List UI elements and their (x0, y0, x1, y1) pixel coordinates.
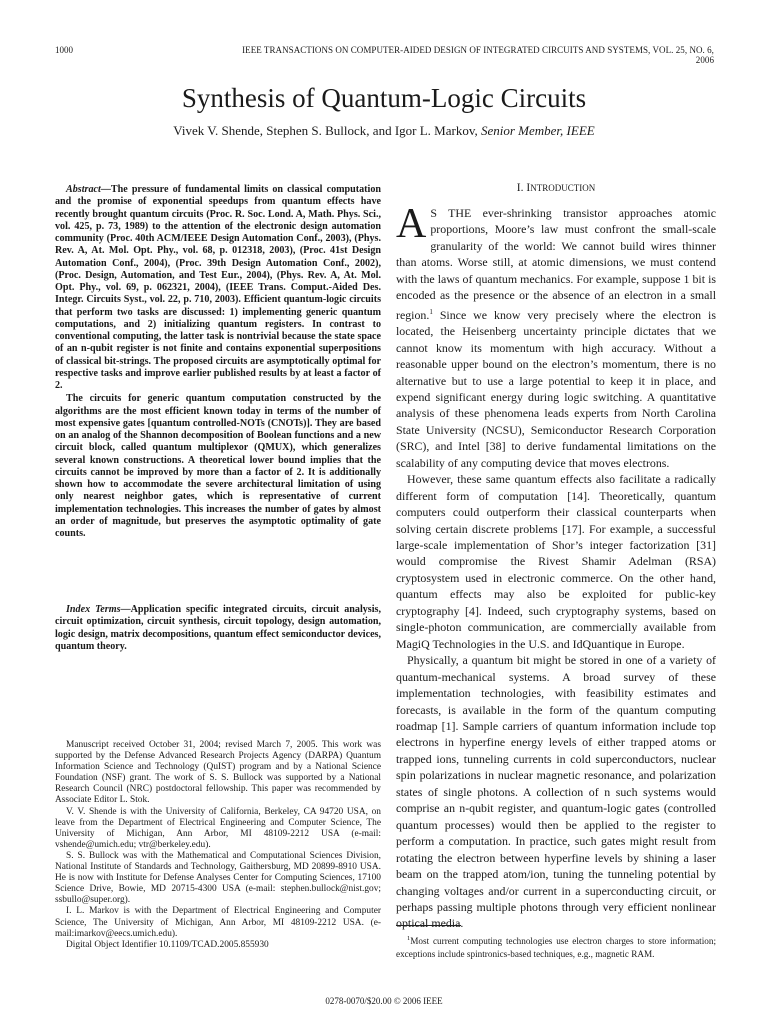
section-heading (396, 182, 716, 194)
author-names: Vivek V. Shende, Stephen S. Bullock, and Igor L. Markov, (173, 123, 481, 138)
page-number: 1000 (55, 45, 73, 55)
index-terms: Index Terms—Application specific integrated circuits, circuit analysis, circuit optimization, circuit synthesis, circuit topology, design automation, logic design, matrix decompositions, quantum effect semiconductor devices, quantum theory. (55, 604, 381, 652)
intro-paragraph-2: However, these same quantum effects also facilitate a radically different form of computation [14]. Theoretically, quantum computers could outperform their classical counterparts when solving certain discrete problems [17]. For example, a successful large-scale implementation of Shor’s integer factorization [31] would compromise the Rivest Shamir Adelman (RSA) cryptosystem used in electronic commerce. On the other hand, quantum effects may also be exploited for public-key cryptography [4]. Indeed, such cryptography systems, based on single-photon communication, are commercially available from MagiQ Technologies in the U.S. and IdQuantique in Europe. (396, 472, 716, 651)
footnote-ref[interactable]: 1 (429, 307, 433, 316)
footnote-text: Most current computing technologies use electron charges to store information; exceptions include spintronics-based techniques, e.g., magnetic RAM. (396, 936, 716, 959)
author-affiliation-markov: I. L. Markov is with the Department of Electrical Engineering and Computer Science, The University of Michigan, Ann Arbor, MI 48109-2212 USA. (e-mail:imarkov@eecs.umich.edu). (55, 906, 381, 939)
abstract-paragraph-2: The circuits for generic quantum computation constructed by the algorithms are the most efficient known today in terms of the number of most expensive gates [quantum controlled-NOTs (CNOTs)]. They are based on an analog of the Shannon decomposition of Boolean functions and a new circuit block, called quantum multiplexor (QMUX), which generalizes several known constructions. A theoretical lower bound implies that the circuits cannot be improved by more than a factor of 2. It is additionally shown how to accommodate the severe architectural limitation of using only nearest neighbor gates, which is representative of current implementation technologies. This increases the number of gates by almost an order of magnitude, but preserves the asymptotic optimality of gate counts. (55, 393, 381, 539)
author-affiliation-bullock: S. S. Bullock was with the Mathematical and Computational Sciences Division, National Institute of Standards and Technology, Gaithersburg, MD 20899-8910 USA. He is now with Institute for Defense Analyses Center for Computing Sciences, 17100 Science Drive, Bowie, MD 20715-4300 USA (e-mail: stephen.bullock@nist.gov; ssbullo@super.org). (55, 850, 381, 906)
footnote-mark: 1 (407, 935, 411, 942)
abstract-label: Abstract (66, 184, 101, 195)
section-title-initial: I (526, 182, 531, 194)
paper-title: Synthesis of Quantum-Logic Circuits (181, 83, 587, 113)
footnote (396, 933, 716, 960)
intro-text-1b: Since we know very precisely where the electron is located, the Heisenberg uncertainty principle dictates that we cannot know its momentum with high accuracy. Without a reasonable upper bound on the electron’s momentum, there is no alternative but to use a large potential to keep it in place, and expend significant energy during logic switching. A quantitative analysis of these phenomena leads experts from North Carolina State University (NCSU), Semiconductor Research Corporation (SRC), and Intel [38] to derive fundamental limitations on the scalability of any computing device that moves electrons. (396, 307, 716, 470)
introduction-body (396, 201, 716, 932)
journal-header: IEEE TRANSACTIONS ON COMPUTER-AIDED DESIGN OF INTEGRATED CIRCUITS AND SYSTEMS, VOL. 25, NO. 6, 2006 (242, 45, 714, 65)
intro-paragraph-3: Physically, a quantum bit might be stored in one of a variety of quantum-mechanical systems. A broad survey of these implementation technologies, with feasibility estimates and forecasts, is available in the form of the quantum computing roadmap [1]. Sample carriers of quantum information include top electrons in hyperfine energy levels of either trapped atoms or trapped ions, tunneling currents in cold superconductors, nuclear spin polarizations in nuclear magnetic resonance, and polarization states of single photons. A collection of n such systems would comprise an n-qubit register, and quantum-logic gates (controlled quantum processes) would then be applied to the register to perform a computation. In practice, such gates might result from rotating the electron between hyperfine levels by shining a laser beam on the trapped atom/ion, tuning the tunneling potential by changing voltages and/or current in a superconducting circuit, or perhaps passing multiple photons through very efficient nonlinear optical media. (396, 653, 716, 931)
section-number: I. (516, 182, 527, 194)
manuscript-notes (55, 740, 381, 951)
manuscript-note: Manuscript received October 31, 2004; revised March 7, 2005. This work was supported by the Defense Advanced Research Projects Agency (DARPA) Quantum Information Science and Technology (QuIST) program and by a National Science Foundation (NSF) grant. The work of S. S. Bullock was supported by a National Research Council (NRC) postdoctoral fellowship. This paper was recommended by Associate Editor L. Stok. (55, 740, 381, 806)
abstract (55, 184, 381, 540)
abstract-text-1: The pressure of fundamental limits on classical computation and the promise of exponential speedups from quantum effects have recently brought quantum circuits (Proc. R. Soc. Lond. A, Math. Phys. Sci., vol. 425, p. 73, 1989) to the attention of the electronic design automation community (Proc. 40th ACM/IEEE Design Automation Conf., 2003), (Phys. Rev. A, At. Mol. Opt. Phy., vol. 68, p. 012318, 2003), (Proc. 41st Design Automation Conf., 2004), (Proc. 39th Design Automation Conf., 2002), (Proc. Design, Automation, and Test Eur., 2004), (Phys. Rev. A, At. Mol. Opt. Phy., vol. 69, p. 062321, 2004), (IEEE Trans. Comput.-Aided Des. Integr. Circuits Syst., vol. 22, p. 710, 2003). Efficient quantum-logic circuits that perform two tasks are discussed: 1) implementing generic quantum computations, and 2) initializing quantum registers. In contrast to conventional computing, the latter task is nontrivial because the state space of an n-qubit register is not finite and contains exponential superpositions of classical bit-strings. The proposed circuits are asymptotically optimal for respective tasks and improve earlier published results by at least a factor of 2. (55, 184, 381, 391)
author-affiliation-shende: V. V. Shende is with the University of California, Berkeley, CA 94720 USA, on leave from the Department of Electrical Engineering and Computer Science, The University of Michigan, Ann Arbor, MI 48109-2212 USA (e-mail: vshende@umich.edu; vtr@berkeley.edu). (55, 806, 381, 850)
author-line (0, 123, 768, 139)
drop-cap: A (396, 201, 427, 247)
index-terms-text: Application specific integrated circuits, circuit analysis, circuit optimization, circuit synthesis, circuit topology, design automation, logic design, matrix decompositions, quantum effect semiconductor devices, quantum theory. (55, 604, 381, 652)
intro-paragraph-1 (396, 201, 716, 471)
copyright-line: 0278-0070/$20.00 © 2006 IEEE (325, 996, 443, 1006)
intro-text-1a: S THE ever-shrinking transistor approaches atomic proportions, Moore’s law must confront the small-scale granularity of the world: We cannot build wires thinner than atoms. Worse still, at atomic dimensions, we must contend with the laws of quantum mechanics. For example, suppose 1 bit is encoded as the presence or the absence of an electron in a small region. (396, 206, 716, 322)
section-title-rest: NTRODUCTION (530, 183, 596, 193)
footnote-divider (396, 925, 461, 926)
doi-line: Digital Object Identifier 10.1109/TCAD.2005.855930 (66, 939, 269, 950)
author-membership: Senior Member, IEEE (480, 123, 595, 138)
index-terms-label: Index Terms (66, 604, 121, 615)
abstract-paragraph-1: Abstract—The pressure of fundamental limits on classical computation and the promise of exponential speedups from quantum effects have recently brought quantum circuits (Proc. R. Soc. Lond. A, Math. Phys. Sci., vol. 425, p. 73, 1989) to the attention of the electronic design automation community (Proc. 40th ACM/IEEE Design Automation Conf., 2003), (Phys. Rev. A, At. Mol. Opt. Phy., vol. 68, p. 012318, 2003), (Proc. 41st Design Automation Conf., 2004), (Proc. 39th Design Automation Conf., 2002), (Proc. Design, Automation, and Test Eur., 2004), (Phys. Rev. A, At. Mol. Opt. Phy., vol. 69, p. 062321, 2004), (IEEE Trans. Comput.-Aided Des. Integr. Circuits Syst., vol. 22, p. 710, 2003). Efficient quantum-logic circuits that perform two tasks are discussed: 1) implementing generic quantum computations, and 2) initializing quantum registers. In contrast to conventional computing, the latter task is nontrivial because the state space of an n-qubit register is not finite and contains exponential superpositions of classical bit-strings. The proposed circuits are asymptotically optimal for respective tasks and improve earlier published results by at least a factor of 2. (55, 184, 381, 391)
